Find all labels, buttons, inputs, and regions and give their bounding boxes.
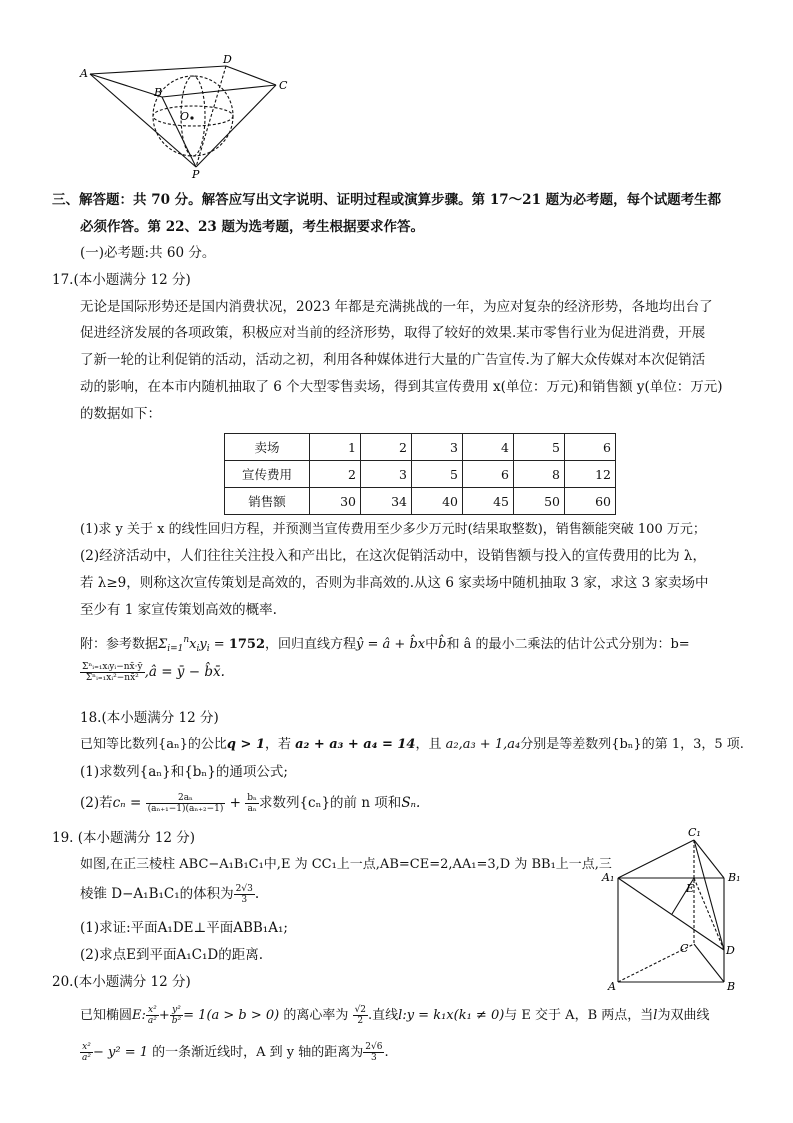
label-C: C bbox=[279, 79, 288, 92]
q20-title: 20.(本小题满分 12 分) bbox=[52, 974, 191, 990]
q19-line-2 bbox=[80, 882, 259, 906]
table-row-header: 卖场 bbox=[225, 434, 310, 461]
q18-text-d: 分别是等差数列{bₙ}的第 1，3，5 项. bbox=[520, 737, 744, 752]
edge-BP bbox=[162, 97, 196, 167]
table-cell: 60 bbox=[565, 488, 616, 515]
segment-A1D bbox=[618, 878, 724, 950]
line-symbol: l bbox=[653, 1008, 658, 1023]
ellipse-rhs: = 1(a > b > 0) bbox=[183, 1008, 280, 1023]
q18-sub2-text: 求数列{cₙ}的前 n 项和 bbox=[258, 795, 402, 811]
ellipse-x-term: $\frac{\text{x²}}{\text{a²}}$ bbox=[147, 1005, 157, 1026]
fraction-numerator: bₙ bbox=[247, 793, 257, 803]
b-hat: b̂ bbox=[438, 637, 447, 652]
fraction-denominator: aₙ bbox=[247, 804, 257, 814]
q17-sub-2a: (2)经济活动中，人们往往关注投入和产出比，在这次促销活动中，设销售额与投入的宣传费用的比为 λ， bbox=[80, 548, 706, 564]
note-prefix: 附：参考数据 bbox=[80, 637, 159, 652]
q18-sub2-prefix: (2)若 bbox=[80, 795, 113, 811]
sphere-outline bbox=[153, 76, 233, 156]
table-cell: 50 bbox=[514, 488, 565, 515]
cn-fraction-1 bbox=[146, 793, 226, 814]
table-cell: 6 bbox=[463, 461, 514, 488]
table-cell: 2 bbox=[310, 461, 361, 488]
q17-formula bbox=[80, 660, 225, 684]
edge-CB bbox=[694, 944, 724, 982]
label-A1: A₁ bbox=[602, 871, 615, 884]
table-cell: 45 bbox=[463, 488, 514, 515]
q20-text-e: 为双曲线 bbox=[657, 1008, 710, 1023]
q17-data-table bbox=[224, 433, 616, 515]
q18-text-c: ，且 bbox=[415, 737, 442, 752]
section-heading-cont: 必须作答。第 22、23 题为选考题，考生根据要求作答。 bbox=[80, 219, 424, 235]
q17-para-1: 无论是国际形势还是国内消费状况，2023 年都是充满挑战的一年，为应对复杂的经济形势，各地均出台了 bbox=[80, 299, 713, 315]
ellipse-y-term: $\frac{\text{y²}}{\text{b²}}$ bbox=[171, 1005, 182, 1026]
q20-text-g: . bbox=[384, 1045, 389, 1060]
note-mid2: 中 bbox=[425, 637, 439, 652]
q20-text-c: .直线 bbox=[368, 1008, 399, 1023]
q20-text-f: 的一条渐近线时，A 到 y 轴的距离为 bbox=[152, 1045, 364, 1060]
hyperbola-x-term: $\frac{\text{x²}}{\text{a²}}$ bbox=[82, 1042, 91, 1063]
cn-symbol: cₙ = bbox=[112, 795, 142, 811]
table-cell: 5 bbox=[412, 461, 463, 488]
section-heading: 三、解答题：共 70 分。解答应写出文字说明、证明过程或演算步骤。第 17～21 题为必考题，每个试题考生都 bbox=[52, 192, 722, 208]
table-row bbox=[225, 461, 616, 488]
q18-text-b: ，若 bbox=[265, 737, 292, 752]
sn-symbol: Sₙ. bbox=[401, 795, 421, 811]
a-formula: ,â = ȳ − b̂x̄. bbox=[144, 664, 225, 680]
table-cell: 3 bbox=[361, 461, 412, 488]
fraction-numerator: 2√3 bbox=[235, 884, 253, 894]
fraction-denominator: 2 bbox=[357, 1016, 364, 1026]
table-cell: 8 bbox=[514, 461, 565, 488]
table-cell: 6 bbox=[565, 434, 616, 461]
note-mid: ，回归直线方程 bbox=[265, 637, 357, 652]
label-B: B bbox=[154, 86, 163, 99]
q17-sub-2c: 至少有 1 家宣传策划高效的概率. bbox=[80, 602, 277, 618]
required-subheading: (一)必考题:共 60 分。 bbox=[80, 245, 216, 261]
edge-A1C1 bbox=[618, 840, 694, 878]
cn-fraction-2 bbox=[245, 793, 259, 814]
table-cell: 12 bbox=[565, 461, 616, 488]
fraction-numerator: 2aₙ bbox=[146, 793, 226, 804]
q20-line-1: 已知椭圆E: $\frac{\text{x²}}{\text{a²}}$ + $\frac{\text{y²}}{\text{b²}}$ = 1(a > b > 0) 的离心率为 $\frac{√2}{2}$ .直线l:y = k₁x(k₁ ≠ 0)与 E 交于 A，B 两点，当l为双曲线 bbox=[80, 1005, 710, 1026]
q18-text-a: 已知等比数列{aₙ}的公比 bbox=[80, 737, 227, 752]
fraction-numerator: √2 bbox=[354, 1005, 367, 1015]
q20-text-a: 已知椭圆 bbox=[80, 1008, 133, 1023]
label-B1: B₁ bbox=[728, 871, 741, 884]
label-C: C bbox=[680, 942, 689, 955]
table-cell: 4 bbox=[463, 434, 514, 461]
edge-C1B1 bbox=[694, 840, 724, 878]
q17-para-2: 促进经济发展的各项政策，积极应对当前的经济形势，取得了较好的效果.某市零售行业为促进消费，开展 bbox=[80, 325, 706, 341]
label-O: O bbox=[180, 110, 190, 123]
b-formula-fraction bbox=[80, 662, 145, 683]
table-cell: 2 bbox=[361, 434, 412, 461]
q18-sub-1: (1)求数列{aₙ}和{bₙ}的通项公式; bbox=[80, 764, 288, 780]
q20-line-2 bbox=[80, 1040, 389, 1066]
center-point bbox=[190, 116, 193, 119]
note-and: 和 bbox=[446, 637, 460, 652]
q18-terms: a₂,a₃ + 1,a₄ bbox=[445, 737, 521, 752]
label-C1: C₁ bbox=[688, 826, 701, 839]
q18-sum-cond: a₂ + a₃ + a₄ = 14 bbox=[295, 737, 416, 752]
edge-DC bbox=[226, 66, 276, 85]
q19-line2-end: . bbox=[254, 886, 260, 902]
label-A: A bbox=[80, 67, 88, 80]
q17-para-3: 了新一轮的让利促销的活动，活动之初，利用各种媒体进行大量的广告宣传.为了解大众传媒对本次促销活 bbox=[80, 352, 706, 368]
label-P: P bbox=[192, 168, 200, 180]
eccentricity-fraction bbox=[353, 1005, 368, 1026]
table-cell: 34 bbox=[361, 488, 412, 515]
q19-sub-1: (1)求证:平面A₁DE⊥平面ABB₁A₁; bbox=[80, 920, 288, 936]
label-D: D bbox=[726, 944, 735, 957]
ellipse-lhs: E: bbox=[132, 1008, 146, 1023]
q18-title: 18.(本小题满分 12 分) bbox=[80, 710, 219, 726]
label-E: E bbox=[686, 882, 695, 895]
fraction-denominator: (aₙ₊₁−1)(aₙ₊₂−1) bbox=[147, 804, 224, 814]
edge-AB bbox=[90, 74, 162, 97]
q18-q-cond: q > 1 bbox=[226, 737, 266, 752]
q20-text-d: 与 E 交于 A，B 两点，当 bbox=[504, 1008, 654, 1023]
q18-line-1 bbox=[80, 735, 744, 755]
label-B: B bbox=[727, 980, 736, 993]
sum-value: 1752 bbox=[228, 637, 266, 652]
q17-sub-1: (1)求 y 关于 x 的线性回归方程，并预测当宣传费用至少多少万元时(结果取整数)，销售额能突破 100 万元； bbox=[80, 522, 706, 537]
label-A: A bbox=[608, 980, 616, 993]
table-row bbox=[225, 434, 616, 461]
q17-title: 17.(本小题满分 12 分) bbox=[52, 272, 191, 288]
q19-sub-2: (2)求点E到平面A₁C₁D的距离. bbox=[80, 947, 263, 963]
fraction-denominator: 3 bbox=[371, 1053, 377, 1063]
q19-line2-text: 棱锥 D−A₁B₁C₁的体积为 bbox=[80, 886, 234, 902]
q17-sub-2b: 若 λ≥9，则称这次宣传策划是高效的，否则为非高效的.从这 6 家卖场中随机抽取 3 家，求这 3 家卖场中 bbox=[80, 575, 709, 591]
prism-figure bbox=[600, 826, 750, 994]
q20-text-b: 的离心率为 bbox=[283, 1008, 349, 1023]
table-cell: 30 bbox=[310, 488, 361, 515]
table-row-header: 销售额 bbox=[225, 488, 310, 515]
q17-para-4: 动的影响，在本市内随机抽取了 6 个大型零售卖场，得到其宣传费用 x(单位：万元)和销售额 y(单位：万元) bbox=[80, 379, 723, 395]
q18-sub-2: (2)若cₙ = $\frac{\text{2aₙ}}{\text{(aₙ₊₁−1)(aₙ₊₂−1)}}$ + $\frac{\text{bₙ}}{\text{aₙ}}$ 求数列{cₙ}的前 n 项和Sₙ. bbox=[80, 793, 421, 814]
line-eq: l:y = k₁x(k₁ ≠ 0) bbox=[398, 1008, 505, 1023]
sphere-equator bbox=[153, 106, 233, 126]
table-cell: 1 bbox=[310, 434, 361, 461]
regression-eq: ŷ = â + b̂x bbox=[356, 637, 426, 652]
table-row-header: 宣传费用 bbox=[225, 461, 310, 488]
sum-symbol: $\Sigma_{i=1}^nx_iy_i$ = bbox=[158, 635, 229, 654]
fraction-denominator: Σⁿᵢ₌₁xᵢ²−nx̄² bbox=[85, 673, 139, 683]
q19-line-1: 如图,在正三棱柱 ABC−A₁B₁C₁中,E 为 CC₁上一点,AB=CE=2,AA₁=3,D 为 BB₁上一点,三 bbox=[80, 857, 612, 872]
label-D: D bbox=[223, 53, 232, 66]
q19-title: 19. (本小题满分 12 分) bbox=[52, 830, 196, 846]
table-cell: 3 bbox=[412, 434, 463, 461]
pyramid-sphere-figure bbox=[78, 52, 298, 180]
segment-C1D bbox=[694, 840, 724, 950]
q17-para-5: 的数据如下： bbox=[80, 406, 161, 422]
fraction-numerator: 2√6 bbox=[365, 1042, 383, 1052]
volume-fraction bbox=[234, 884, 255, 905]
fraction-denominator: 3 bbox=[241, 895, 248, 905]
distance-fraction bbox=[363, 1042, 384, 1063]
table-row bbox=[225, 488, 616, 515]
fraction-numerator: Σⁿᵢ₌₁xᵢyᵢ−nx̄·ȳ bbox=[82, 662, 143, 672]
table-cell: 40 bbox=[412, 488, 463, 515]
a-hat: â bbox=[459, 637, 476, 652]
hyperbola-rhs: − y² = 1 bbox=[92, 1045, 148, 1060]
note-end: 的最小二乘法的估计公式分别为：b= bbox=[475, 637, 690, 652]
edge-AD bbox=[90, 66, 226, 74]
q17-note bbox=[80, 630, 690, 659]
table-cell: 5 bbox=[514, 434, 565, 461]
